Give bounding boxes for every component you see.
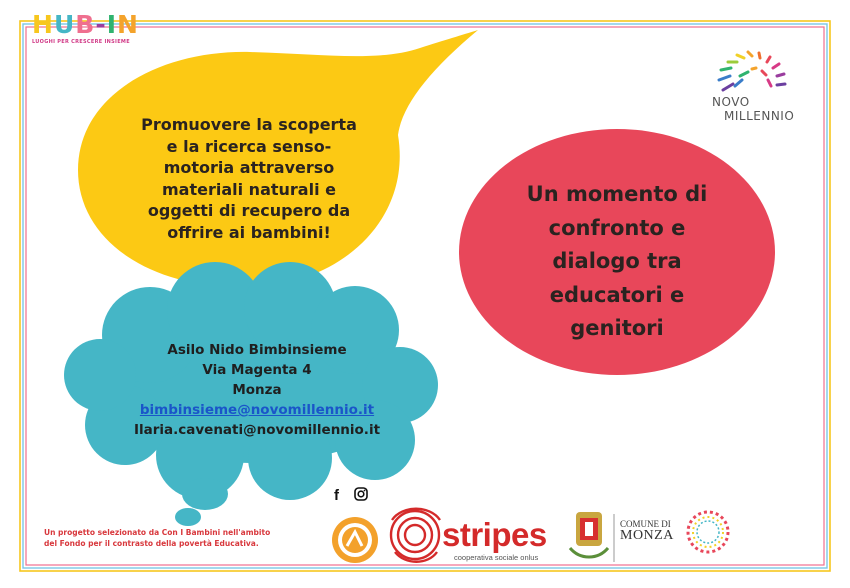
yellow-bubble-text: [118, 114, 380, 243]
instagram-icon[interactable]: [354, 487, 368, 501]
hub-in-logo-subtitle: LUOGHI PER CRESCERE INSIEME: [32, 39, 130, 45]
contact-city: Monza: [232, 382, 282, 398]
red-ellipse-line: dialogo tra: [552, 249, 682, 273]
footer-note-line1: Un progetto selezionato da Con I Bambini nell'ambito: [44, 528, 271, 537]
novo-millennio-line2: MILLENNIO: [724, 109, 795, 123]
stripes-logo-subtitle: cooperativa sociale onlus: [454, 553, 539, 562]
red-ellipse-line: Un momento di: [526, 182, 708, 206]
novo-millennio-logo-mark: [719, 52, 785, 90]
contact-info: [118, 340, 396, 440]
red-ellipse-line: genitori: [570, 316, 664, 340]
contact-street: Via Magenta 4: [202, 362, 312, 378]
con-i-bambini-logo: [332, 517, 378, 563]
yellow-bubble-line: materiali naturali e: [162, 179, 336, 199]
monza-coat-of-arms: [570, 512, 614, 562]
novo-millennio-logo-text: [712, 95, 794, 123]
red-ellipse-line: educatori e: [549, 282, 685, 307]
yellow-bubble-line: e la ricerca senso-: [166, 136, 332, 156]
yellow-bubble-line: Promuovere la scoperta: [141, 115, 357, 134]
red-ellipse-line: confronto e: [548, 215, 686, 240]
social-icons: [334, 487, 368, 504]
stripes-logo-text: stripes: [442, 516, 547, 553]
email-link[interactable]: bimbinsieme@novomillennio.it: [139, 402, 375, 418]
contact-name: Asilo Nido Bimbinsieme: [167, 342, 347, 358]
hub-in-logo: [32, 12, 139, 45]
comune-di-monza-logo: [620, 518, 674, 542]
red-ellipse-text: [487, 178, 747, 346]
facebook-icon[interactable]: f: [334, 487, 339, 504]
footer-note: [44, 527, 334, 549]
contact-email-2: Ilaria.cavenati@novomillennio.it: [133, 422, 381, 438]
novo-millennio-line1: NOVO: [712, 95, 750, 109]
yellow-bubble-line: motoria attraverso: [163, 158, 335, 177]
yellow-bubble-line: oggetti di recupero da: [147, 201, 351, 220]
bimbinsieme-logo: [688, 512, 728, 552]
comune-line1: COMUNE DI: [620, 519, 671, 529]
comune-line2: MONZA: [620, 528, 674, 543]
yellow-bubble-line: offrire ai bambini!: [167, 222, 331, 242]
stripes-swirl-mark: [391, 509, 440, 562]
hub-in-logo-title: HUB-IN: [32, 10, 139, 39]
footer-note-line2: del Fondo per il contrasto della povertà Educativa.: [44, 539, 259, 548]
